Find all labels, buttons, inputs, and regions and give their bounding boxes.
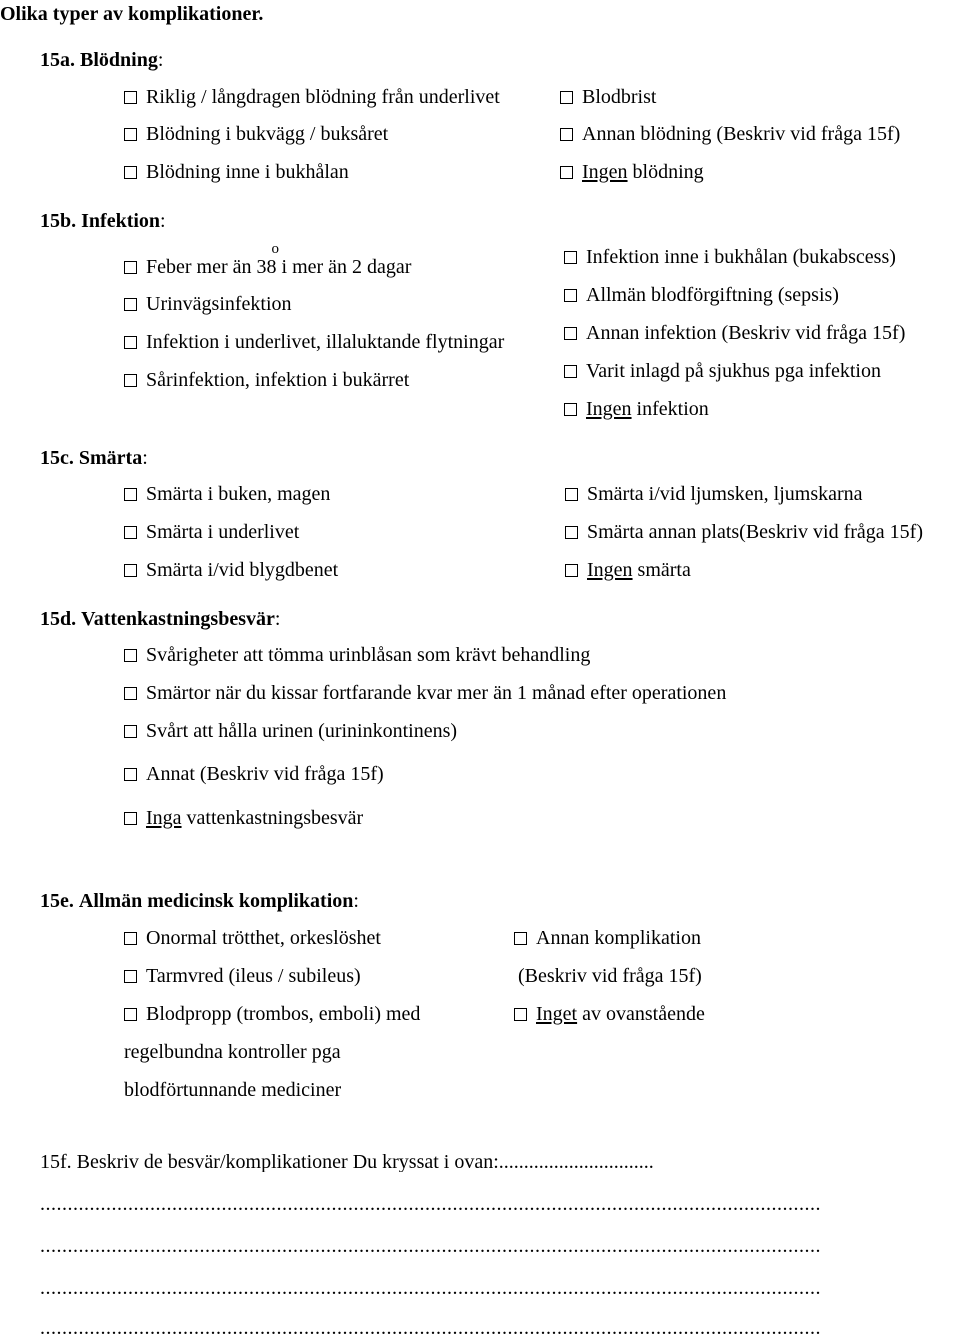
option-checkbox[interactable]: Infektion i underlivet, illaluktande flytningar	[124, 332, 504, 352]
option-checkbox[interactable]: Smärta i underlivet	[124, 522, 299, 542]
checkbox-icon[interactable]	[124, 336, 137, 349]
checkbox-icon[interactable]	[124, 166, 137, 179]
option-checkbox[interactable]: Annan infektion (Beskriv vid fråga 15f)	[564, 323, 905, 343]
answer-line[interactable]: ..............................................................................................................................................	[40, 1236, 821, 1256]
option-checkbox[interactable]: Blodbrist	[560, 87, 656, 107]
checkbox-icon[interactable]	[124, 687, 137, 700]
option-checkbox[interactable]: Smärta annan plats(Beskriv vid fråga 15f)	[565, 522, 923, 542]
option-checkbox[interactable]: Infektion inne i bukhålan (bukabscess)	[564, 247, 896, 267]
checkbox-icon[interactable]	[564, 251, 577, 264]
checkbox-icon[interactable]	[124, 128, 137, 141]
option-checkbox[interactable]: Urinvägsinfektion	[124, 294, 292, 314]
checkbox-icon[interactable]	[124, 768, 137, 781]
checkbox-icon[interactable]	[564, 403, 577, 416]
checkbox-icon[interactable]	[514, 932, 527, 945]
checkbox-icon[interactable]	[124, 91, 137, 104]
option-checkbox[interactable]: Svårt att hålla urinen (urininkontinens)	[124, 721, 457, 741]
option-checkbox[interactable]: Onormal trötthet, orkeslöshet	[124, 928, 381, 948]
option-checkbox[interactable]: Svårigheter att tömma urinblåsan som krävt behandling	[124, 645, 590, 665]
checkbox-icon[interactable]	[565, 488, 578, 501]
checkbox-icon[interactable]	[560, 91, 573, 104]
section-15c-heading: 15c. Smärta:	[40, 447, 148, 469]
option-checkbox[interactable]: Annat (Beskriv vid fråga 15f)	[124, 764, 384, 784]
checkbox-icon[interactable]	[560, 128, 573, 141]
checkbox-icon[interactable]	[564, 289, 577, 302]
option-checkbox[interactable]: Smärta i buken, magen	[124, 484, 330, 504]
checkbox-icon[interactable]	[124, 374, 137, 387]
checkbox-icon[interactable]	[124, 526, 137, 539]
option-checkbox[interactable]: Smärta i/vid ljumsken, ljumskarna	[565, 484, 863, 504]
option-checkbox[interactable]: Annan komplikation	[514, 928, 701, 948]
checkbox-icon[interactable]	[124, 564, 137, 577]
option-checkbox[interactable]: Feber mer än 38 o i mer än 2 dagar	[124, 257, 411, 277]
section-15b-heading: 15b. Infektion:	[40, 210, 166, 232]
checkbox-icon[interactable]	[124, 970, 137, 983]
section-15f-prompt: 15f. Beskriv de besvär/komplikationer Du kryssat i ovan:...............................	[40, 1152, 654, 1172]
answer-line[interactable]: ..............................................................................................................................................	[40, 1194, 821, 1214]
option-checkbox-none[interactable]: Ingen smärta	[565, 560, 691, 580]
option-checkbox-none[interactable]: Ingen blödning	[560, 162, 704, 182]
checkbox-icon[interactable]	[124, 812, 137, 825]
option-checkbox[interactable]: Blodpropp (trombos, emboli) med	[124, 1004, 420, 1024]
checkbox-icon[interactable]	[564, 365, 577, 378]
checkbox-icon[interactable]	[564, 327, 577, 340]
option-checkbox[interactable]: Allmän blodförgiftning (sepsis)	[564, 285, 839, 305]
option-checkbox[interactable]: Blödning i bukvägg / buksåret	[124, 124, 388, 144]
option-checkbox[interactable]: Varit inlagd på sjukhus pga infektion	[564, 361, 881, 381]
option-note: (Beskriv vid fråga 15f)	[518, 965, 702, 987]
checkbox-icon[interactable]	[124, 298, 137, 311]
checkbox-icon[interactable]	[514, 1008, 527, 1021]
checkbox-icon[interactable]	[565, 526, 578, 539]
checkbox-icon[interactable]	[124, 1008, 137, 1021]
option-checkbox[interactable]: Annan blödning (Beskriv vid fråga 15f)	[560, 124, 900, 144]
checkbox-icon[interactable]	[124, 725, 137, 738]
option-checkbox[interactable]: Tarmvred (ileus / subileus)	[124, 966, 361, 986]
checkbox-icon[interactable]	[124, 261, 137, 274]
answer-line[interactable]: ..............................................................................................................................................	[40, 1318, 821, 1338]
option-checkbox[interactable]: Blödning inne i bukhålan	[124, 162, 349, 182]
section-15a-heading: 15a. Blödning:	[40, 49, 164, 71]
option-checkbox[interactable]: Sårinfektion, infektion i bukärret	[124, 370, 409, 390]
option-continuation-text: regelbundna kontroller pga	[124, 1041, 341, 1063]
section-15e-heading: 15e. Allmän medicinsk komplikation:	[40, 890, 359, 912]
degree-superscript: o	[271, 241, 280, 257]
option-checkbox-none[interactable]: Inga vattenkastningsbesvär	[124, 808, 363, 828]
option-checkbox-none[interactable]: Inget av ovanstående	[514, 1004, 705, 1024]
checkbox-icon[interactable]	[124, 649, 137, 662]
option-checkbox[interactable]: Smärtor när du kissar fortfarande kvar mer än 1 månad efter operationen	[124, 683, 726, 703]
answer-line[interactable]: ..............................................................................................................................................	[40, 1278, 821, 1298]
checkbox-icon[interactable]	[560, 166, 573, 179]
option-checkbox[interactable]: Smärta i/vid blygdbenet	[124, 560, 338, 580]
option-checkbox-none[interactable]: Ingen infektion	[564, 399, 709, 419]
section-15d-heading: 15d. Vattenkastningsbesvär:	[40, 608, 281, 630]
checkbox-icon[interactable]	[124, 488, 137, 501]
page-title: Olika typer av komplikationer.	[0, 3, 264, 25]
option-continuation-text: blodförtunnande mediciner	[124, 1079, 342, 1101]
checkbox-icon[interactable]	[124, 932, 137, 945]
option-checkbox[interactable]: Riklig / långdragen blödning från underlivet	[124, 87, 500, 107]
checkbox-icon[interactable]	[565, 564, 578, 577]
